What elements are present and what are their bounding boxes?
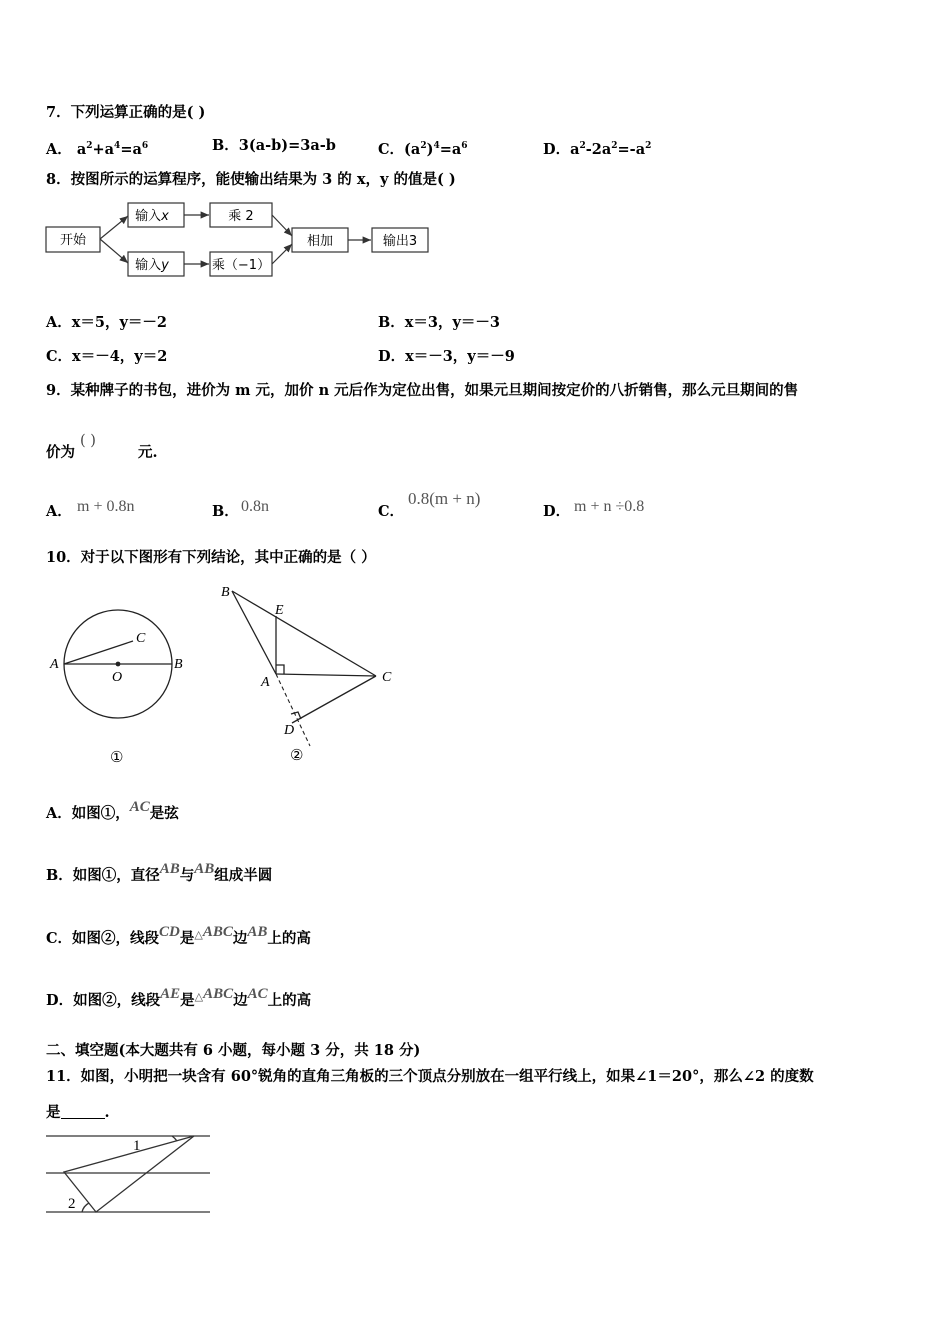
fig1-caption: ① (110, 750, 124, 766)
q8-flowchart (44, 198, 434, 280)
q8-option-a: A．x＝5，y＝－2 (46, 314, 168, 331)
q9-answer-paren: ( ) (80, 433, 96, 449)
q7-stem: 7．下列运算正确的是( ) (46, 104, 206, 121)
q10-option-b: B．如图①，直径AB与AB组成半圆 (46, 861, 273, 884)
fig2-label-d: D (284, 723, 295, 738)
q8-option-c: C．x＝－4，y＝2 (46, 348, 168, 365)
q7-option-c: C．$(a^2)^4=a^6$ (378, 141, 468, 158)
fig2-caption: ② (290, 748, 304, 764)
q9-option-b-expr: 0.8n (241, 498, 269, 515)
q10-option-a: A．如图①，AC是弦 (46, 799, 179, 822)
q9-line2-pre: 价为 (46, 444, 75, 461)
flow-mul2-label: 乘 2 (228, 209, 254, 224)
q9-option-d-letter: D． (543, 503, 571, 520)
q9-option-d-expr: m + n ÷0.8 (574, 498, 645, 515)
q10-figure-triangle (210, 576, 410, 770)
q9-option-c-letter: C． (378, 503, 405, 520)
flow-mul-neg1-label: 乘（−1） (211, 258, 271, 273)
fig1-label-o: O (112, 670, 123, 685)
q9-option-c-expr: 0.8(m + n) (408, 489, 481, 508)
q11-figure (44, 1130, 216, 1222)
q8-option-b: B．x＝3，y＝－3 (378, 314, 501, 331)
q7-option-b: B．3(a-b)=3a-b (212, 137, 336, 154)
flow-input-x-label: 输入x (135, 209, 169, 224)
q9-option-a-letter: A． (46, 503, 72, 520)
fig2-label-c: C (382, 670, 392, 685)
q7-option-a: A． $a^2+a^4=a^6$ (46, 141, 149, 158)
q7-option-d: D．$a^2-2a^2=-a^2$ (543, 141, 652, 158)
flow-add-label: 相加 (306, 234, 334, 249)
q9-line2-post: 元. (138, 444, 158, 461)
q10-stem: 10．对于以下图形有下列结论，其中正确的是（ ） (46, 549, 376, 566)
fig2-label-a: A (261, 675, 270, 690)
flow-start-label: 开始 (59, 233, 87, 248)
q10-option-c: C．如图②，线段CD是△ABC边AB上的高 (46, 924, 311, 947)
q8-option-d: D．x＝－3，y＝－9 (378, 348, 515, 365)
fig1-label-b: B (174, 657, 183, 672)
section2-title: 二、填空题(本大题共有 6 小题，每小题 3 分，共 18 分) (46, 1042, 421, 1059)
q9-option-b-letter: B． (212, 503, 239, 520)
flow-output-label: 输出3 (382, 234, 418, 249)
q8-stem: 8．按图所示的运算程序，能使输出结果为 3 的 x，y 的值是( ) (46, 171, 456, 188)
q11-angle-1-label: 1 (133, 1138, 141, 1154)
q11-angle-2-label: 2 (68, 1196, 76, 1212)
q10-option-d: D．如图②，线段AE是△ABC边AC上的高 (46, 986, 312, 1009)
q11-line2: 是 . (46, 1104, 110, 1121)
q9-stem: 9．某种牌子的书包，进价为 m 元，加价 n 元后作为定位出售，如果元旦期间按定价的八折销售，那么元旦期间的售 (46, 382, 799, 399)
flow-input-y-label: 输入y (135, 258, 169, 273)
q11-answer-blank[interactable] (61, 1104, 105, 1119)
fig1-label-a: A (50, 657, 59, 672)
fig2-label-b: B (221, 585, 230, 600)
q11-stem: 11．如图，小明把一块含有 60°锐角的直角三角板的三个顶点分别放在一组平行线上，如果∠1＝20°，那么∠2 的度数 (46, 1068, 814, 1085)
fig2-label-e: E (275, 603, 284, 618)
q9-option-a-expr: m + 0.8n (77, 498, 135, 515)
q10-figure-circle (40, 600, 200, 770)
fig1-label-c: C (136, 631, 146, 646)
